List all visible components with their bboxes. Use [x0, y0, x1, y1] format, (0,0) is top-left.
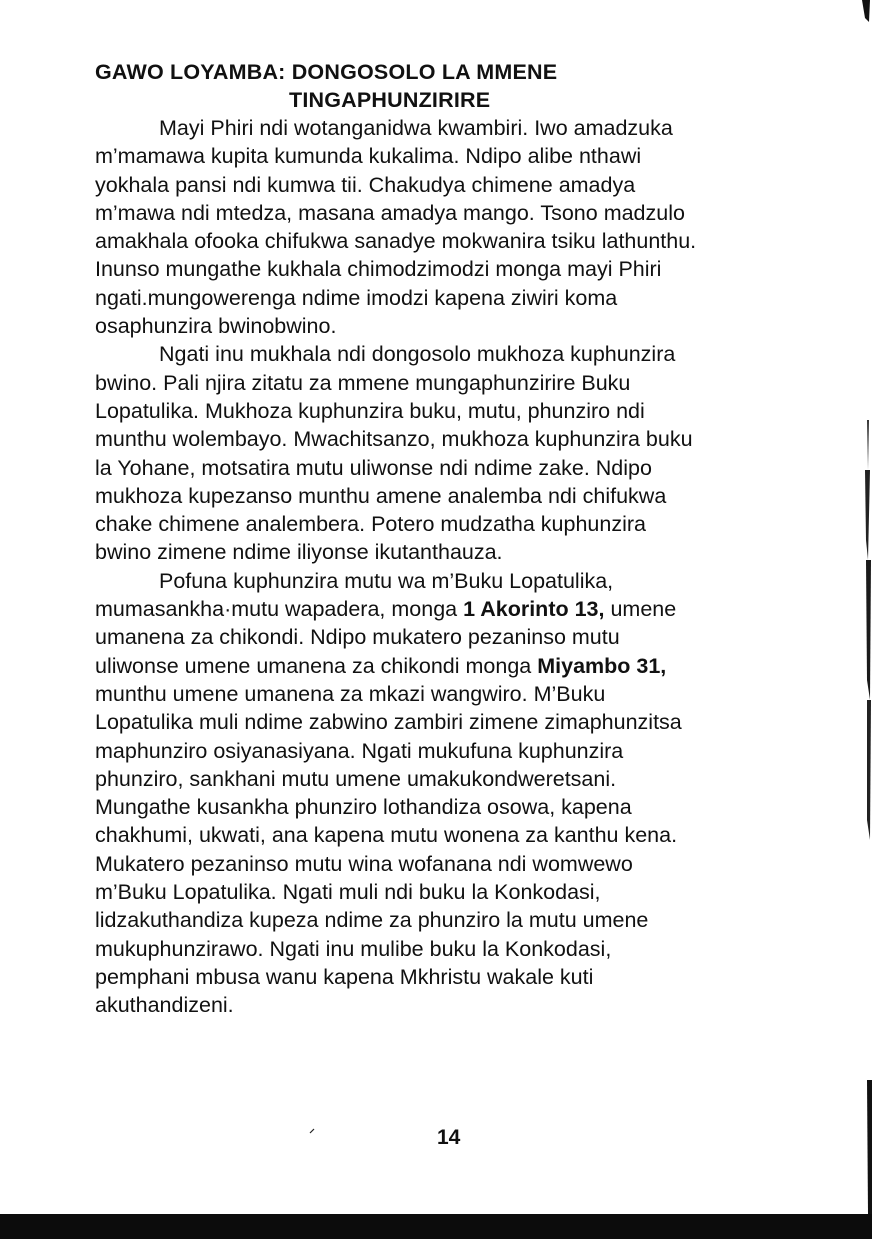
text-segment: mukhoza kupezanso munthu amene analemba ndi chifukwa [95, 483, 667, 508]
text-segment: chake chimene analembera. Potero mudzatha kuphunzira [95, 512, 646, 537]
text-line [95, 538, 795, 566]
text-segment: m’mamawa kupita kumunda kukalima. Ndipo alibe nthawi [95, 144, 642, 169]
text-line [95, 425, 795, 453]
text-line [95, 765, 795, 793]
text-line [95, 171, 795, 199]
text-segment: m’Buku Lopatulika. Ngati muli ndi buku la Konkodasi, [95, 880, 601, 905]
text-segment: munthu wolembayo. Mwachitsanzo, mukhoza kuphunzira buku [95, 427, 693, 452]
text-segment: m’mawa ndi mtedza, masana amadya mango. Tsono madzulo [95, 200, 685, 225]
text-line [95, 850, 795, 878]
text-line [95, 567, 795, 595]
text-segment: maphunziro osiyanasiyana. Ngati mukufuna kuphunzira [95, 738, 624, 763]
text-segment: Inunso mungathe kukhala chimodzimodzi monga mayi Phiri [95, 257, 662, 282]
text-segment: bwino zimene ndime iliyonse ikutanthauza. [95, 540, 503, 565]
text-segment: umanena za chikondi. Ndipo mukatero pezaninso mutu [95, 625, 620, 650]
paragraph [95, 567, 795, 1020]
text-segment: Lopatulika muli ndime zabwino zambiri zimene zimaphunzitsa [95, 710, 682, 735]
text-line [95, 397, 795, 425]
text-line [95, 284, 795, 312]
text-line [95, 454, 795, 482]
section-heading [95, 58, 695, 114]
text-line [95, 482, 795, 510]
text-segment: pemphani mbusa wanu kapena Mkhristu wakale kuti [95, 964, 594, 989]
text-line [95, 991, 795, 1019]
text-line [95, 652, 795, 680]
text-line [95, 312, 795, 340]
text-segment: phunziro, sankhani mutu umene umakukondweretsani. [95, 766, 617, 791]
text-line [95, 199, 795, 227]
text-line [95, 878, 795, 906]
text-segment: ngati.mungowerenga ndime imodzi kapena ziwiri koma [95, 285, 618, 310]
page-number: 14 [437, 1126, 461, 1149]
text-segment: uliwonse umene umanena za chikondi monga [95, 653, 538, 678]
text-line [95, 623, 795, 651]
text-segment: mukuphunzirawo. Ngati inu mulibe buku la Konkodasi, [95, 936, 612, 961]
heading-line-1: GAWO LOYAMBA: DONGOSOLO LA MMENE [95, 60, 558, 84]
text-line [95, 935, 795, 963]
text-line [95, 255, 795, 283]
text-segment: akuthandizeni. [95, 993, 234, 1018]
text-segment: bwino. Pali njira zitatu za mmene mungaphunzirire Buku [95, 370, 631, 395]
paragraph [95, 340, 795, 566]
text-line [95, 737, 795, 765]
text-segment: Pofuna kuphunzira mutu wa m’Buku Lopatulika, [159, 568, 614, 593]
scan-edge-artifact [858, 0, 872, 1239]
text-segment: Mayi Phiri ndi wotanganidwa kwambiri. Iwo amadzuka [159, 116, 673, 140]
ink-speck [309, 1128, 315, 1134]
text-segment: munthu umene umanena za mkazi wangwiro. M’Buku [95, 681, 606, 706]
heading-line-2: TINGAPHUNZIRIRE [289, 88, 491, 112]
text-line [95, 963, 795, 991]
scan-bottom-border [0, 1214, 872, 1239]
text-segment: lidzakuthandiza kupeza ndime za phunziro la mutu umene [95, 908, 649, 933]
text-line [95, 906, 795, 934]
text-line [95, 114, 795, 142]
text-segment: Lopatulika. Mukhoza kuphunzira buku, mutu, phunziro ndi [95, 398, 645, 423]
text-line [95, 821, 795, 849]
body-text [95, 114, 795, 1020]
text-line [95, 340, 795, 368]
text-segment: la Yohane, motsatira mutu uliwonse ndi ndime zake. Ndipo [95, 455, 652, 480]
text-segment: osaphunzira bwinobwino. [95, 314, 337, 339]
text-line [95, 708, 795, 736]
text-segment: umene [604, 597, 677, 622]
paragraph [95, 114, 795, 340]
text-segment: mumasankha·mutu wapadera, monga [95, 597, 464, 622]
text-line [95, 142, 795, 170]
text-segment: Mukatero pezaninso mutu wina wofanana ndi womwewo [95, 851, 633, 876]
text-line [95, 793, 795, 821]
text-line [95, 680, 795, 708]
text-line [95, 227, 795, 255]
text-segment: chakhumi, ukwati, ana kapena mutu wonena za kanthu kena. [95, 823, 678, 848]
scripture-reference: 1 Akorinto 13, [463, 597, 605, 622]
text-line [95, 510, 795, 538]
text-segment: Ngati inu mukhala ndi dongosolo mukhoza kuphunzira [159, 342, 676, 367]
text-segment: amakhala ofooka chifukwa sanadye mokwanira tsiku lathunthu. [95, 229, 697, 254]
text-segment: yokhala pansi ndi kumwa tii. Chakudya chimene amadya [95, 172, 636, 197]
scripture-reference: Miyambo 31, [537, 653, 667, 678]
text-line [95, 369, 795, 397]
text-line [95, 595, 795, 623]
text-segment: Mungathe kusankha phunziro lothandiza osowa, kapena [95, 795, 632, 820]
